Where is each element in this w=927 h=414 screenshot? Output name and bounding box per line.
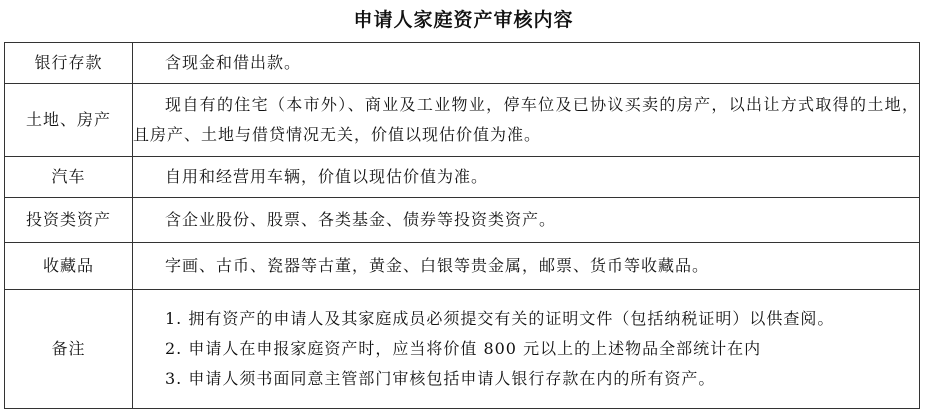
row-label-investment: 投资类资产 bbox=[5, 198, 133, 243]
note-item-3: 3. 申请人须书面同意主管部门审核包括申请人银行存款在内的所有资产。 bbox=[165, 369, 716, 388]
table-row bbox=[5, 243, 920, 290]
row-text: 含现金和借出款。 bbox=[165, 53, 302, 72]
row-label-bank-deposit: 银行存款 bbox=[5, 43, 133, 84]
row-content-notes bbox=[133, 290, 920, 409]
row-text: 含企业股份、股票、各类基金、债券等投资类资产。 bbox=[165, 210, 557, 229]
table-row bbox=[5, 43, 920, 84]
row-text: 字画、古币、瓷器等古董，黄金、白银等贵金属，邮票、货币等收藏品。 bbox=[165, 256, 710, 275]
row-content-vehicle bbox=[133, 157, 920, 198]
row-content-land-property bbox=[133, 84, 920, 157]
table-row bbox=[5, 157, 920, 198]
note-item-2: 2. 申请人在申报家庭资产时，应当将价值 800 元以上的上述物品全部统计在内 bbox=[165, 339, 762, 358]
document-title: 申请人家庭资产审核内容 bbox=[353, 9, 574, 31]
row-label-collectibles: 收藏品 bbox=[5, 243, 133, 290]
row-content-collectibles bbox=[133, 243, 920, 290]
table-row bbox=[5, 290, 920, 409]
row-label-land-property: 土地、房产 bbox=[5, 84, 133, 157]
asset-audit-table bbox=[4, 42, 920, 409]
row-text: 现自有的住宅（本市外）、商业及工业物业，停车位及已协议买卖的房产，以出让方式取得的土地，且房产、土地与借贷情况无关，价值以现估价值为准。 bbox=[133, 95, 919, 144]
row-content-bank-deposit bbox=[133, 43, 920, 84]
row-content-investment bbox=[133, 198, 920, 243]
table-row bbox=[5, 84, 920, 157]
row-label-notes: 备注 bbox=[5, 290, 133, 409]
row-text: 自用和经营用车辆，价值以现估价值为准。 bbox=[165, 167, 489, 186]
table-row bbox=[5, 198, 920, 243]
note-item-1: 1. 拥有资产的申请人及其家庭成员必须提交有关的证明文件（包括纳税证明）以供查阅。 bbox=[165, 309, 835, 328]
row-label-vehicle: 汽车 bbox=[5, 157, 133, 198]
